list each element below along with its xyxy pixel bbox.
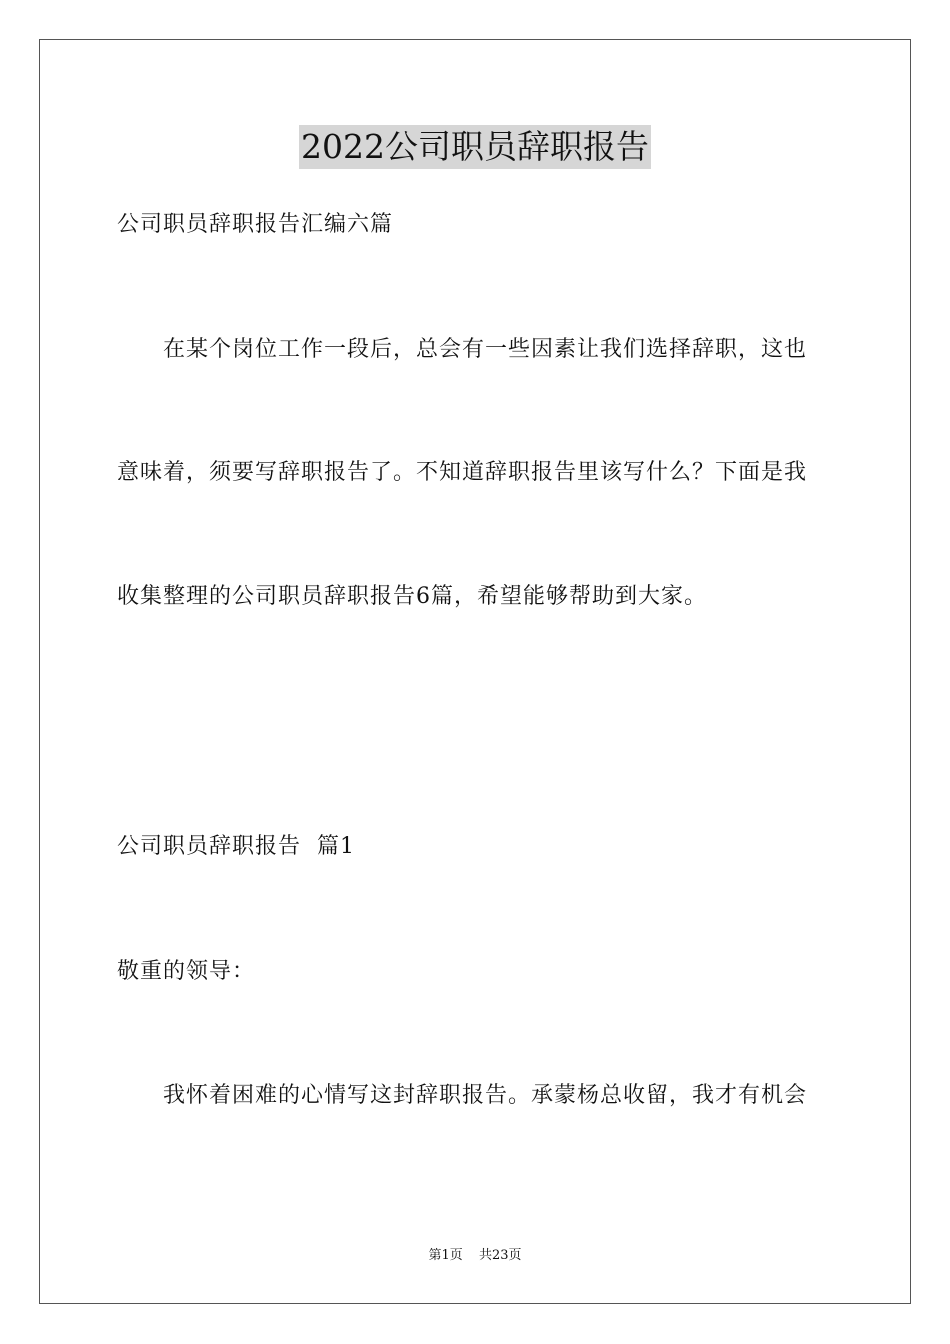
salutation: 敬重的领导： — [117, 959, 256, 984]
body-line-1: 我怀着困难的心情写这封辞职报告。承蒙杨总收留，我才有机会 — [163, 1083, 808, 1108]
section-heading: 公司职员辞职报告 篇1 — [117, 834, 355, 859]
title-container — [0, 125, 950, 169]
intro-line-2: 意味着，须要写辞职报告了。不知道辞职报告里该写什么？下面是我 — [117, 460, 808, 485]
page-total: 共23页 — [478, 1248, 522, 1263]
document-subtitle: 公司职员辞职报告汇编六篇 — [117, 212, 394, 237]
document-title: 2022公司职员辞职报告 — [299, 125, 651, 169]
intro-line-1: 在某个岗位工作一段后，总会有一些因素让我们选择辞职，这也 — [163, 337, 808, 362]
page-number: 第1页 — [428, 1248, 463, 1263]
page-footer — [0, 1247, 950, 1265]
intro-line-3: 收集整理的公司职员辞职报告6篇，希望能够帮助到大家。 — [117, 584, 707, 609]
